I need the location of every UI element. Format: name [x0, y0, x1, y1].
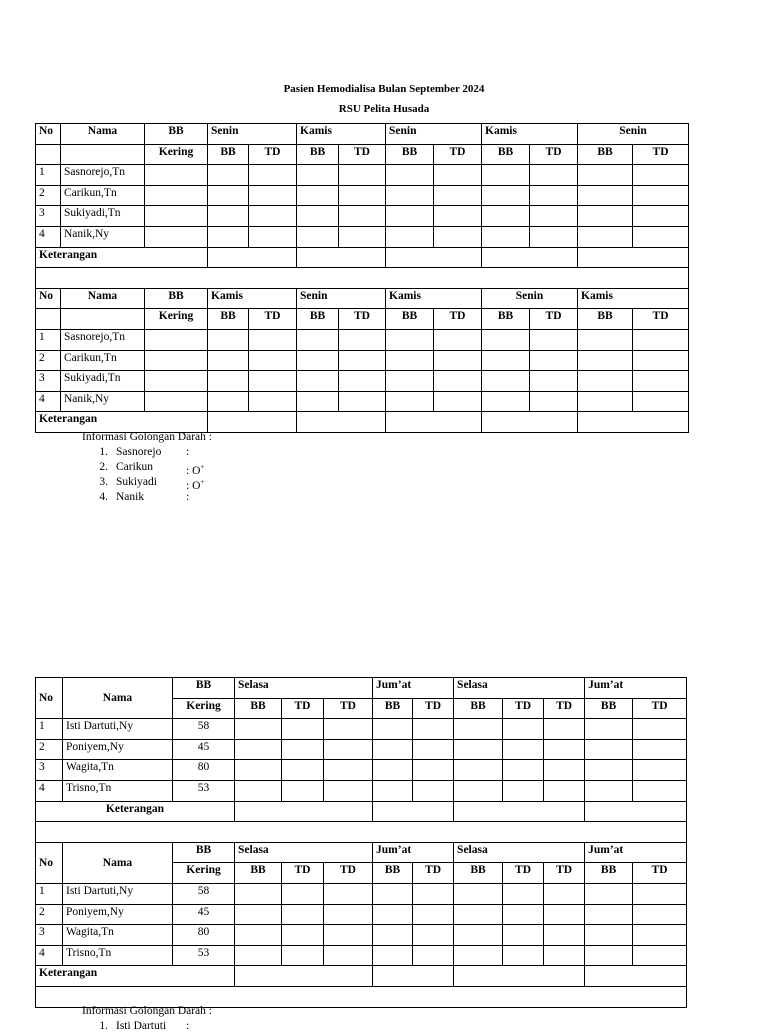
- schedule-table-sep-2: [35, 677, 687, 1008]
- keterangan-row: [36, 966, 687, 987]
- header-td-sub: TD: [324, 698, 373, 719]
- header-day: Senin: [297, 288, 386, 309]
- table-row: [36, 760, 687, 781]
- row-no: 2: [36, 350, 61, 371]
- keterangan-label: Keterangan: [36, 412, 208, 433]
- header-day: Kamis: [208, 288, 297, 309]
- table-row: [36, 391, 689, 412]
- row-nama: Wagita,Tn: [63, 925, 173, 946]
- header-no: No: [36, 288, 61, 309]
- header-nama: Nama: [63, 842, 173, 883]
- header-day: Senin: [208, 124, 297, 145]
- spacer-row: [36, 268, 689, 289]
- header-td-sub: TD: [413, 698, 454, 719]
- header-td-sub: TD: [434, 144, 482, 165]
- header-cell: [36, 144, 61, 165]
- list-item: 1. Sasnorejo :: [99, 446, 190, 458]
- header-bb-sub: BB: [235, 863, 282, 884]
- row-no: 4: [36, 945, 63, 966]
- row-nama: Nanik,Ny: [61, 391, 145, 412]
- header-kering: Kering: [145, 144, 208, 165]
- header-td-sub: TD: [530, 309, 578, 330]
- header-bb-sub: BB: [297, 309, 339, 330]
- header-td-sub: TD: [503, 863, 544, 884]
- header-td-sub: TD: [324, 863, 373, 884]
- header-nama: Nama: [63, 678, 173, 719]
- table-row: [36, 206, 689, 227]
- table-row: [36, 925, 687, 946]
- header-bb-sub: BB: [454, 863, 503, 884]
- header-kering: Kering: [173, 863, 235, 884]
- header-nama: Nama: [61, 124, 145, 145]
- list-item: 1. Isti Dartuti :: [99, 1020, 190, 1032]
- row-bb-kering: 45: [173, 904, 235, 925]
- row-nama: Nanik,Ny: [61, 226, 145, 247]
- row-no: 3: [36, 371, 61, 392]
- header-day: Senin: [578, 124, 689, 145]
- header-day: Selasa: [235, 678, 373, 699]
- row-nama: Poniyem,Ny: [63, 739, 173, 760]
- header-td-sub: TD: [633, 144, 689, 165]
- header-day: Jum’at: [585, 842, 687, 863]
- table-row: [36, 780, 687, 801]
- table-row: [36, 719, 687, 740]
- header-bb-sub: BB: [482, 309, 530, 330]
- schedule-table-sep-1: [35, 123, 689, 433]
- header-bb-sub: BB: [386, 144, 434, 165]
- header-td-sub: TD: [339, 309, 386, 330]
- table-row: [36, 165, 689, 186]
- table-row: [36, 739, 687, 760]
- row-no: 4: [36, 780, 63, 801]
- blood-type-heading: Informasi Golongan Darah :: [82, 1005, 212, 1017]
- row-bb-kering: 53: [173, 945, 235, 966]
- row-no: 4: [36, 391, 61, 412]
- row-no: 2: [36, 904, 63, 925]
- list-item: 2. Carikun : O+: [99, 461, 205, 477]
- row-no: 3: [36, 206, 61, 227]
- row-nama: Wagita,Tn: [63, 760, 173, 781]
- header-bb: BB: [145, 288, 208, 309]
- header-td-sub: TD: [633, 309, 689, 330]
- row-nama: Carikun,Tn: [61, 185, 145, 206]
- header-bb-sub: BB: [578, 309, 633, 330]
- row-bb-kering: 53: [173, 780, 235, 801]
- row-nama: Trisno,Tn: [63, 780, 173, 801]
- blood-type-info-2: [82, 1004, 212, 1034]
- table-row: [36, 904, 687, 925]
- header-day: Jum’at: [373, 678, 454, 699]
- header-day: Selasa: [235, 842, 373, 863]
- header-day: Senin: [482, 288, 578, 309]
- header-bb: BB: [173, 678, 235, 699]
- row-nama: Isti Dartuti,Ny: [63, 719, 173, 740]
- blood-type-info-1: [82, 430, 212, 505]
- header-no: No: [36, 678, 63, 719]
- keterangan-label: Keterangan: [36, 966, 235, 987]
- row-no: 2: [36, 185, 61, 206]
- header-td-sub: TD: [503, 698, 544, 719]
- list-item: 4. Nanik :: [99, 491, 190, 503]
- header-td-sub: TD: [249, 309, 297, 330]
- row-nama: Poniyem,Ny: [63, 904, 173, 925]
- header-no: No: [36, 124, 61, 145]
- keterangan-row: [36, 247, 689, 268]
- row-nama: Trisno,Tn: [63, 945, 173, 966]
- table-row: [36, 883, 687, 904]
- header-bb: BB: [173, 842, 235, 863]
- row-nama: Isti Dartuti,Ny: [63, 883, 173, 904]
- row-bb-kering: 80: [173, 760, 235, 781]
- keterangan-label: Keterangan: [36, 247, 208, 268]
- header-bb-sub: BB: [386, 309, 434, 330]
- header-bb: BB: [145, 124, 208, 145]
- header-bb-sub: BB: [454, 698, 503, 719]
- header-day: Kamis: [578, 288, 689, 309]
- row-nama: Sasnorejo,Tn: [61, 329, 145, 350]
- header-day: Jum’at: [585, 678, 687, 699]
- row-nama: Sukiyadi,Tn: [61, 371, 145, 392]
- header-day: Selasa: [454, 678, 585, 699]
- row-bb-kering: 45: [173, 739, 235, 760]
- header-bb-sub: BB: [578, 144, 633, 165]
- list-item: 3. Sukiyadi : O+: [99, 476, 205, 492]
- row-no: 1: [36, 165, 61, 186]
- hospital-name: RSU Pelita Husada: [338, 103, 430, 115]
- blood-type-list: [82, 445, 212, 505]
- header-td-sub: TD: [530, 144, 578, 165]
- row-bb-kering: 58: [173, 719, 235, 740]
- header-bb-sub: BB: [208, 144, 249, 165]
- header-no: No: [36, 842, 63, 883]
- header-bb-sub: BB: [297, 144, 339, 165]
- row-no: 1: [36, 883, 63, 904]
- header-day: Kamis: [297, 124, 386, 145]
- header-day: Kamis: [482, 124, 578, 145]
- header-td-sub: TD: [413, 863, 454, 884]
- header-td-sub: TD: [633, 698, 687, 719]
- header-td-sub: TD: [544, 863, 585, 884]
- table-row: [36, 945, 687, 966]
- header-day: Senin: [386, 124, 482, 145]
- header-bb-sub: BB: [235, 698, 282, 719]
- header-bb-sub: BB: [585, 863, 633, 884]
- header-td-sub: TD: [339, 144, 386, 165]
- header-bb-sub: BB: [585, 698, 633, 719]
- header-bb-sub: BB: [208, 309, 249, 330]
- table-row: [36, 371, 689, 392]
- row-no: 3: [36, 925, 63, 946]
- keterangan-row: [36, 801, 687, 822]
- spacer-row: [36, 822, 687, 843]
- header-bb-sub: BB: [373, 698, 413, 719]
- row-no: 3: [36, 760, 63, 781]
- header-cell: [61, 144, 145, 165]
- blood-type-list: [82, 1019, 212, 1034]
- row-nama: Sukiyadi,Tn: [61, 206, 145, 227]
- table-row: [36, 185, 689, 206]
- document-title: Pasien Hemodialisa Bulan September 2024: [283, 83, 485, 95]
- row-no: 2: [36, 739, 63, 760]
- keterangan-label: Keterangan: [36, 801, 235, 822]
- header-bb-sub: BB: [482, 144, 530, 165]
- row-nama: Sasnorejo,Tn: [61, 165, 145, 186]
- header-td-sub: TD: [434, 309, 482, 330]
- row-no: 1: [36, 719, 63, 740]
- row-bb-kering: 58: [173, 883, 235, 904]
- header-kering: Kering: [145, 309, 208, 330]
- header-td-sub: TD: [633, 863, 687, 884]
- header-td-sub: TD: [544, 698, 585, 719]
- table-row: [36, 329, 689, 350]
- blood-type-heading: Informasi Golongan Darah :: [82, 431, 212, 443]
- row-nama: Carikun,Tn: [61, 350, 145, 371]
- table-row: [36, 350, 689, 371]
- header-td-sub: TD: [249, 144, 297, 165]
- header-kering: Kering: [173, 698, 235, 719]
- header-day: Jum’at: [373, 842, 454, 863]
- header-day: Selasa: [454, 842, 585, 863]
- row-no: 1: [36, 329, 61, 350]
- header-bb-sub: BB: [373, 863, 413, 884]
- table-row: [36, 226, 689, 247]
- row-bb-kering: 80: [173, 925, 235, 946]
- header-td-sub: TD: [282, 698, 324, 719]
- header-td-sub: TD: [282, 863, 324, 884]
- row-no: 4: [36, 226, 61, 247]
- header-nama: Nama: [61, 288, 145, 309]
- header-day: Kamis: [386, 288, 482, 309]
